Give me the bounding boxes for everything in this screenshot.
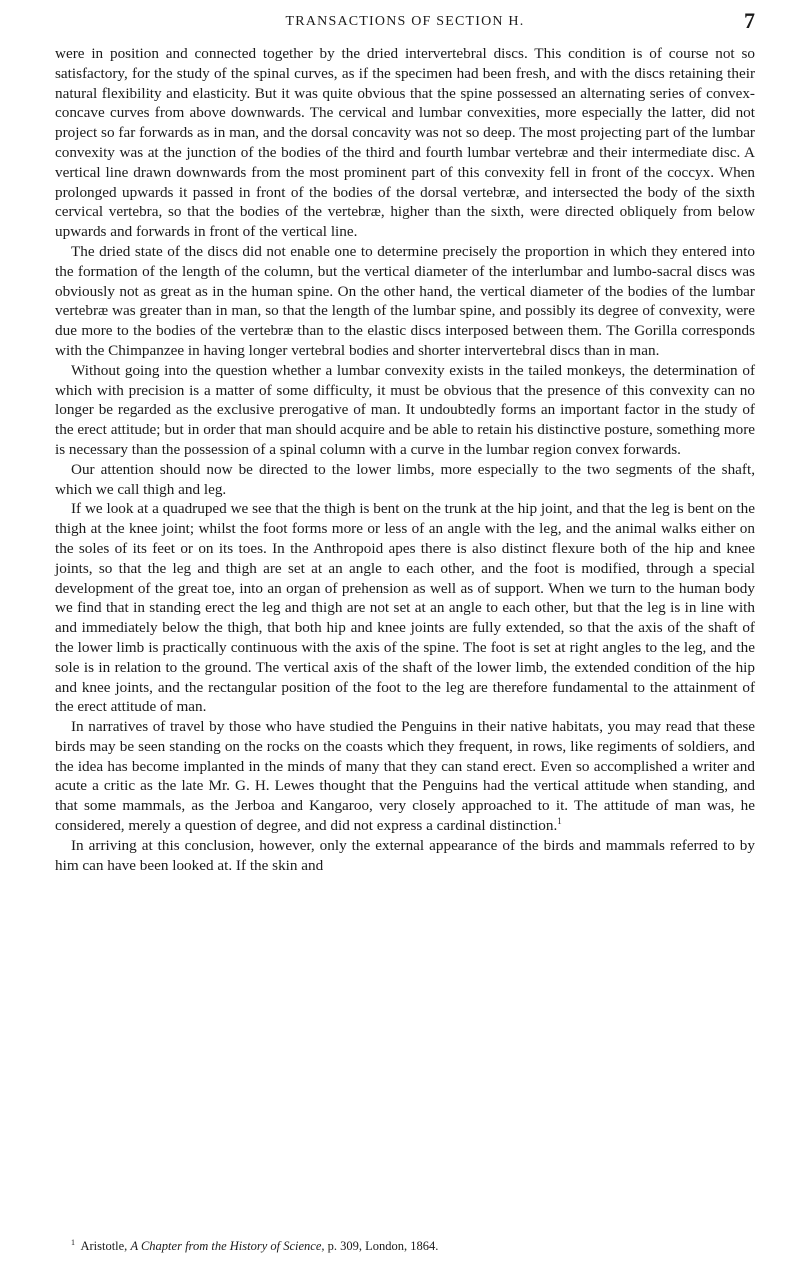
footnote — [55, 1238, 755, 1254]
paragraph-6 — [55, 717, 755, 836]
paragraph-3: Without going into the question whether a lumbar convexity exists in the tailed monkeys, the determination of which with precision is a matter of some difficulty, it must be obvious that the presence of this convexity can no longer be regarded as the exclusive prerogative of man. It undoubtedly forms an important factor in the study of the erect attitude; but in order that man should acquire and be able to retain his distinctive posture, something more is necessary than the possession of a spinal column with a curve in the lumbar region convex forwards. — [55, 361, 755, 458]
page-number: 7 — [744, 8, 755, 33]
footnote-author: Aristotle, — [80, 1239, 128, 1253]
footnote-title: A Chapter from the History of Science, — [130, 1239, 325, 1253]
footnote-details: p. 309, London, 1864. — [327, 1239, 439, 1253]
paragraph-7: In arriving at this conclusion, however, only the external appearance of the birds and mammals referred to by him can have been looked at. If the skin and — [55, 836, 755, 874]
page-header — [55, 8, 755, 36]
paragraph-6-text: In narratives of travel by those who have studied the Penguins in their native habitats, you may read that these birds may be seen standing on the rocks on the coasts which they frequent, in rows, like regiments of soldiers, and the idea has become implanted in the minds of many that they can stand erect. Even so accomplished a writer and acute a critic as the late Mr. G. H. Lewes thought that the Penguins had the vertical attitude when standing, and that some mammals, as the Jerboa and Kangaroo, very closely approached to it. The attitude of man was, he considered, merely a question of degree, and did not express a cardinal distinction. — [55, 718, 755, 835]
footnote-mark: 1 — [71, 1237, 75, 1247]
footnote-reference[interactable]: 1 — [557, 816, 562, 827]
running-head: TRANSACTIONS OF SECTION H. — [285, 14, 525, 29]
paragraph-1: were in position and connected together by the dried intervertebral discs. This condition is of course not so satisfactory, for the study of the spinal curves, as if the specimen had been fresh, and with the discs retaining their natural flexibility and elasticity. But it was quite obvious that the spine possessed an alternating series of convex-concave curves from above downwards. The cervical and lumbar convexities, more especially the latter, did not project so far forwards as in man, and the dorsal concavity was not so deep. The most projecting part of the lumbar convexity was at the junction of the bodies of the third and fourth lumbar vertebræ and their intermediate disc. A vertical line drawn downwards from the most prominent part of this convexity fell in front of the coccyx. When prolonged upwards it passed in front of the bodies of the dorsal vertebræ, and intersected the body of the sixth cervical vertebra, so that the bodies of the vertebræ, higher than the sixth, were directed obliquely from below upwards and forwards in front of the vertical line. — [55, 45, 755, 241]
paragraph-2: The dried state of the discs did not enable one to determine precisely the proportion in which they entered into the formation of the length of the column, but the vertical diameter of the interlumbar and lumbo-sacral discs was obviously not as great as in the human spine. On the other hand, the vertical diameter of the bodies of the lumbar vertebræ was greater than in man, so that the length of the lumbar spine, and possibly its degree of convexity, were due more to the bodies of the vertebræ than to the elastic discs interposed between them. The Gorilla corresponds with the Chimpanzee in having longer vertebral bodies and shorter intervertebral discs than in man. — [55, 242, 755, 359]
paragraph-5: If we look at a quadruped we see that the thigh is bent on the trunk at the hip joint, and that the leg is bent on the thigh at the knee joint; whilst the foot forms more or less of an angle with the leg, and the animal walks either on the soles of its feet or on its toes. In the Anthropoid apes there is also distinct flexure both of the hip and knee joints, so that the leg and thigh are set at an angle to each other, and the foot is modified, through a special development of the great toe, into an organ of prehension as well as of support. When we turn to the human body we find that in standing erect the leg and thigh are not set at an angle to each other, but that the leg is in line with and immediately below the thigh, that both hip and knee joints are fully extended, so that the axis of the shaft of the lower limb is practically continuous with the axis of the spine. The foot is set at right angles to the leg, and the sole is in relation to the ground. The vertical axis of the shaft of the lower limb, the extended condition of the hip and knee joints, and the rectangular position of the foot to the leg are therefore fundamental to the attainment of the erect attitude of man. — [55, 500, 755, 716]
paragraph-4: Our attention should now be directed to the lower limbs, more especially to the two segments of the shaft, which we call thigh and leg. — [55, 460, 755, 498]
body-text — [55, 44, 755, 875]
